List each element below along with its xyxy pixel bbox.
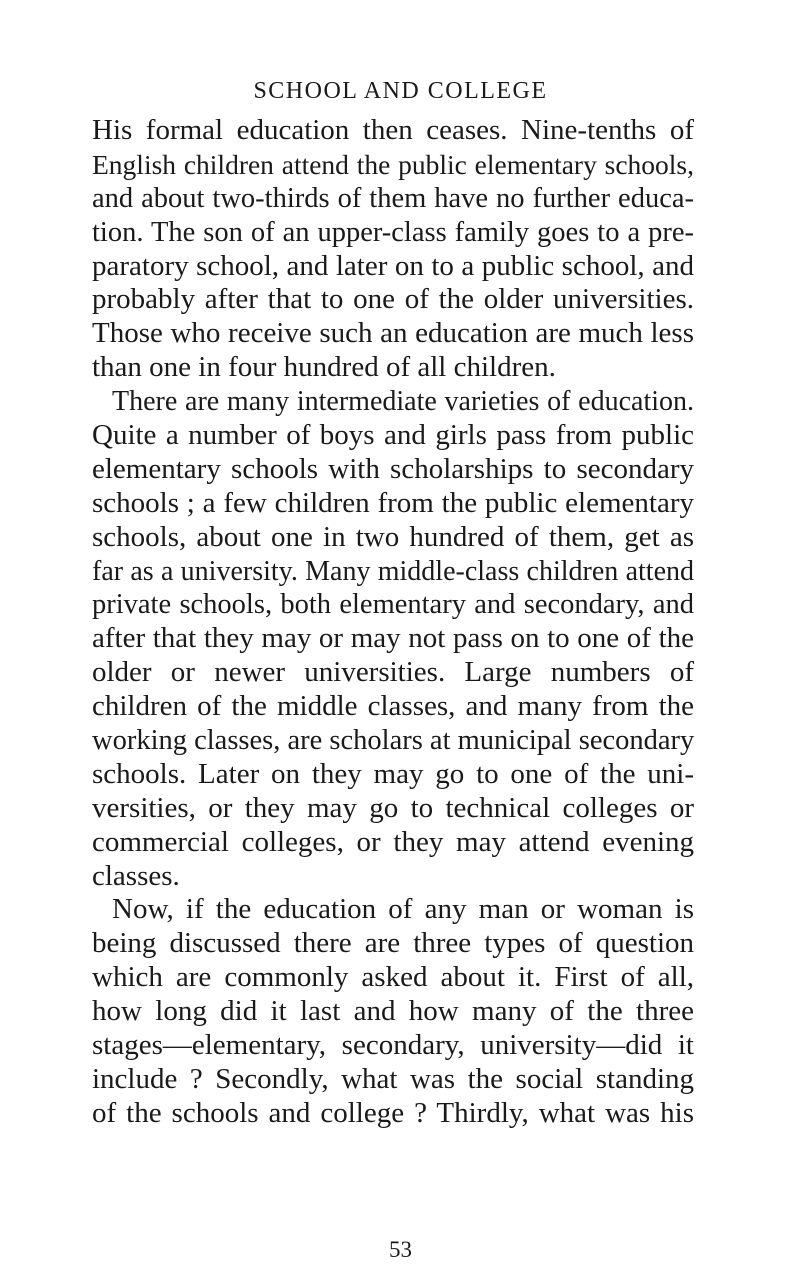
text-line: There are many intermediate varieties of education. (112, 386, 694, 418)
text-line: schools, about one in two hundred of them, get as (92, 520, 694, 553)
body-text (92, 114, 694, 1131)
text-line: stages—elementary, secondary, university—did it (92, 1029, 694, 1062)
text-line: which are commonly asked about it. First of all, (92, 961, 694, 994)
text-line: older or newer universities. Large numbers of (92, 656, 694, 689)
text-line: His formal education then ceases. Nine-tenths of (92, 114, 694, 146)
text-line: how long did it last and how many of the three (92, 995, 694, 1028)
text-line: English children attend the public elementary schools, (92, 148, 694, 180)
text-line: Now, if the education of any man or woman is (112, 893, 694, 926)
text-line: and about two-thirds of them have no further educa- (92, 182, 694, 214)
text-line: classes. (92, 859, 180, 892)
text-line: tion. The son of an upper-class family goes to a pre- (92, 216, 694, 248)
text-line: versities, or they may go to technical colleges or (92, 791, 694, 824)
text-line: commercial colleges, or they may attend evening (92, 825, 694, 858)
text-line: after that they may or may not pass on to one of the (92, 622, 694, 655)
running-head: SCHOOL AND COLLEGE (253, 78, 548, 104)
text-line: Those who receive such an education are much less (92, 317, 694, 350)
text-line: schools ; a few children from the public elementary (92, 486, 694, 519)
text-line: children of the middle classes, and many from the (92, 690, 694, 723)
text-line: working classes, are scholars at municipal secondary (92, 725, 695, 757)
text-line: Quite a number of boys and girls pass from public (92, 419, 694, 452)
text-line: of the schools and college ? Thirdly, what was his (92, 1096, 694, 1129)
text-line: private schools, both elementary and secondary, and (92, 589, 694, 621)
text-line: paratory school, and later on to a public school, and (92, 249, 694, 282)
text-line: than one in four hundred of all children. (92, 351, 556, 384)
page-number: 53 (389, 1237, 412, 1262)
text-line: far as a university. Many middle-class children attend (92, 555, 694, 587)
text-line: schools. Later on they may go to one of the uni- (92, 757, 694, 790)
text-line: probably after that to one of the older universities. (92, 283, 694, 316)
text-line: elementary schools with scholarships to secondary (92, 452, 694, 485)
text-line: include ? Secondly, what was the social standing (92, 1062, 694, 1095)
text-line: being discussed there are three types of question (92, 927, 694, 960)
